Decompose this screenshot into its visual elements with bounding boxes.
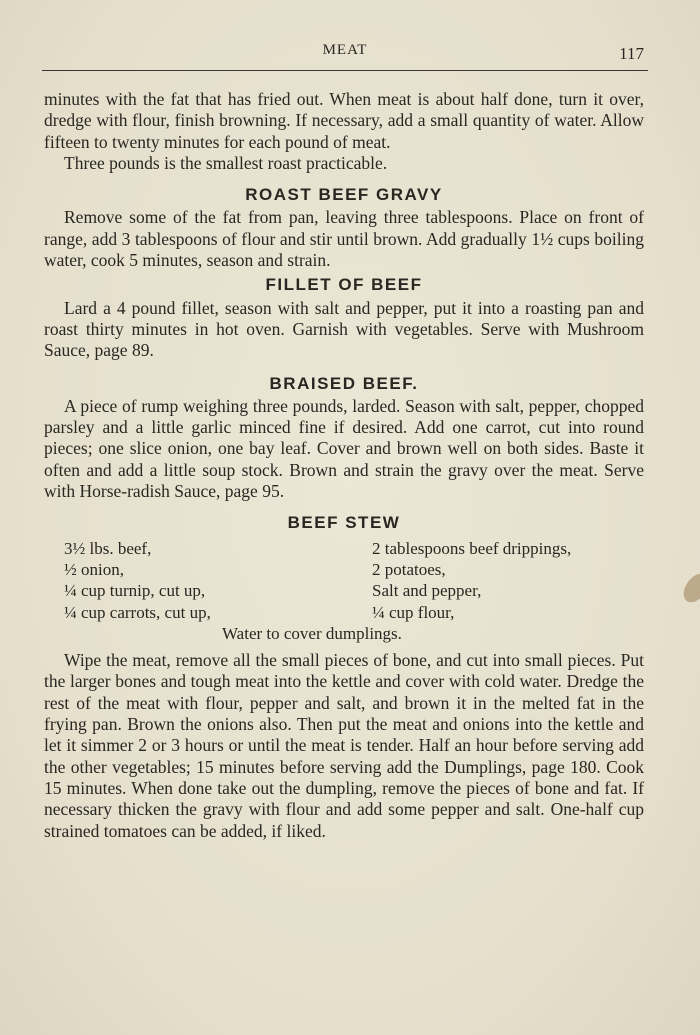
ingredient-row xyxy=(64,602,644,623)
roast-beef-gravy-heading: ROAST BEEF GRAVY xyxy=(245,185,443,205)
running-head xyxy=(42,40,648,71)
ingredient-item: ¼ cup flour, xyxy=(372,602,455,622)
ingredient-row xyxy=(64,559,644,580)
intro-note: Three pounds is the smallest roast practicable. xyxy=(64,152,388,173)
ingredient-item: 2 potatoes, xyxy=(372,559,446,579)
roast-beef-gravy-text: Remove some of the fat from pan, leaving three tablespoons. Place on front of range, add 3 tablespoons of flour and stir until brown. Add gradually 1½ cups boiling water, cook 5 minutes, season and strain. xyxy=(44,207,644,271)
chapter-title: MEAT xyxy=(322,42,368,58)
ingredient-list xyxy=(64,538,644,644)
page-body xyxy=(44,89,644,842)
ingredient-item: ½ onion, xyxy=(64,559,124,579)
beef-stew-heading: BEEF STEW xyxy=(287,513,401,533)
ingredient-item: Water to cover dumplings. xyxy=(222,623,402,643)
ingredient-row xyxy=(64,580,644,601)
fillet-of-beef-text: Lard a 4 pound fillet, season with salt and pepper, put it into a roasting pan and roast thirty minutes in hot oven. Garnish with vegetables. Serve with Mushroom Sauce, page 89. xyxy=(44,297,644,361)
braised-beef-text: A piece of rump weighing three pounds, larded. Season with salt, pepper, chopped parsley and a little garlic minced fine if desired. Add one carrot, cut into round pieces; one slice onion, one bay leaf. Cover and brown well on both sides. Baste it often and add a little soup stock. Brown and strain the gravy over the meat. Serve with Horse-radish Sauce, page 95. xyxy=(44,395,644,502)
intro-paragraph: minutes with the fat that has fried out. When meat is about half done, turn it over, dredge with flour, finish browning. If necessary, add a small quantity of water. Allow fifteen to twenty minutes for each pound of meat. xyxy=(44,89,644,152)
ingredient-row xyxy=(64,538,644,559)
ingredient-item: ¼ cup turnip, cut up, xyxy=(64,581,206,601)
braised-beef-heading: BRAISED BEEF. xyxy=(269,373,419,393)
fillet-of-beef-heading: FILLET OF BEEF xyxy=(265,275,423,295)
beef-stew-text: Wipe the meat, remove all the small pieces of bone, and cut into small pieces. Put the larger bones and tough meat into the kettle and cover with cold water. Dredge the rest of the meat with flour, pepper and salt, and brown it in the melted fat in the frying pan. Brown the onions also. Then put the meat and onions into the kettle and let it simmer 2 or 3 hours or until the meat is tender. Half an hour before serving add the other vegetables; 15 minutes before serving add the Dumplings, page 180. Cook 15 minutes. When done take out the dumpling, remove the pieces of bone and fat. If necessary thicken the gravy with flour and add some pepper and salt. One-half cup strained tomatoes can be added, if liked. xyxy=(44,650,644,841)
ingredient-item: 3½ lbs. beef, xyxy=(64,538,152,558)
ingredient-item: ¼ cup carrots, cut up, xyxy=(64,602,211,622)
page-stain xyxy=(679,569,700,607)
ingredient-item: 2 tablespoons beef drippings, xyxy=(372,538,572,558)
ingredient-item: Salt and pepper, xyxy=(372,581,482,601)
page-number: 117 xyxy=(619,44,644,63)
